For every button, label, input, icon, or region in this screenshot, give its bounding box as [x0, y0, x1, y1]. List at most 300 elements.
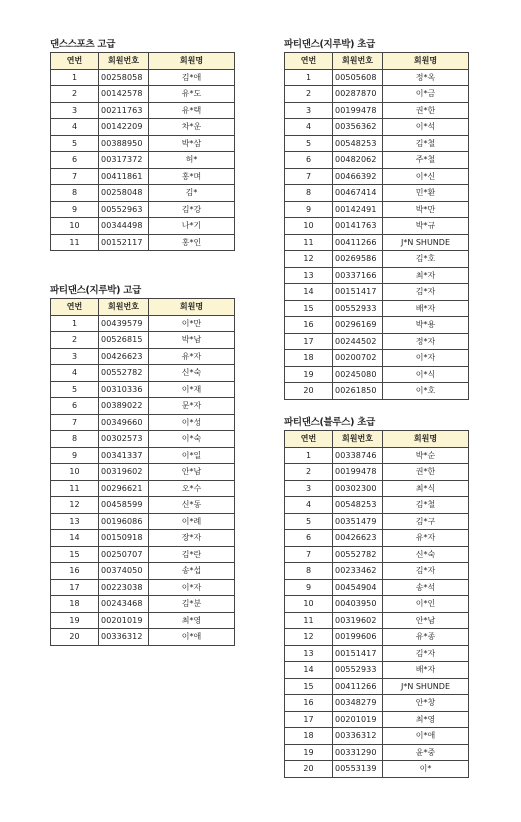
- cell-member-name: 윤*중: [383, 744, 469, 761]
- cell-member-name: 이*례: [149, 513, 235, 530]
- table-row: [51, 348, 235, 365]
- table-row: [285, 201, 469, 218]
- cell-member-name: 박*규: [383, 218, 469, 235]
- cell-member-name: 최*식: [383, 480, 469, 497]
- cell-serial-number: 1: [51, 69, 99, 86]
- cell-member-name: 박*용: [383, 317, 469, 334]
- cell-member-number: 00553139: [333, 761, 383, 778]
- cell-serial-number: 7: [51, 414, 99, 431]
- table-row: [285, 728, 469, 745]
- cell-member-name: 김*철: [383, 497, 469, 514]
- cell-member-number: 00548253: [333, 497, 383, 514]
- cell-serial-number: 11: [51, 480, 99, 497]
- header-member-name: 회원명: [149, 299, 235, 316]
- cell-member-number: 00258058: [99, 69, 149, 86]
- cell-member-number: 00261850: [333, 383, 383, 400]
- cell-member-number: 00245080: [333, 366, 383, 383]
- header-member-number: 회원번호: [333, 431, 383, 448]
- cell-member-name: 안*남: [383, 612, 469, 629]
- cell-member-name: 김*자: [383, 563, 469, 580]
- table-row: [285, 530, 469, 547]
- cell-member-name: 장*자: [149, 530, 235, 547]
- cell-member-number: 00199478: [333, 464, 383, 481]
- cell-member-number: 00287870: [333, 86, 383, 103]
- cell-member-number: 00552782: [99, 365, 149, 382]
- cell-member-name: J*N SHUNDE: [383, 678, 469, 695]
- table-row: [51, 414, 235, 431]
- cell-member-number: 00344498: [99, 218, 149, 235]
- cell-member-name: 권*한: [383, 102, 469, 119]
- cell-member-number: 00141763: [333, 218, 383, 235]
- cell-member-number: 00552933: [333, 662, 383, 679]
- cell-member-name: 김*란: [149, 546, 235, 563]
- header-serial-number: 연번: [285, 431, 333, 448]
- cell-member-name: 홍*며: [149, 168, 235, 185]
- header-member-number: 회원번호: [99, 53, 149, 70]
- cell-member-number: 00411266: [333, 678, 383, 695]
- header-member-number: 회원번호: [333, 53, 383, 70]
- header-serial-number: 연번: [51, 53, 99, 70]
- cell-member-name: 이*: [383, 761, 469, 778]
- cell-member-number: 00337166: [333, 267, 383, 284]
- table-row: [285, 135, 469, 152]
- cell-member-name: 유*택: [149, 102, 235, 119]
- cell-member-number: 00356362: [333, 119, 383, 136]
- cell-serial-number: 3: [51, 348, 99, 365]
- table-row: [285, 383, 469, 400]
- cell-serial-number: 5: [285, 513, 333, 530]
- header-member-number: 회원번호: [99, 299, 149, 316]
- cell-member-number: 00552782: [333, 546, 383, 563]
- table-row: [51, 480, 235, 497]
- cell-serial-number: 17: [285, 333, 333, 350]
- cell-member-name: 이*숙: [149, 431, 235, 448]
- cell-serial-number: 14: [51, 530, 99, 547]
- cell-serial-number: 1: [285, 69, 333, 86]
- section-title: 파티댄스(블루스) 초급: [284, 417, 375, 428]
- cell-member-number: 00310336: [99, 381, 149, 398]
- cell-member-number: 00526815: [99, 332, 149, 349]
- header-member-name: 회원명: [149, 53, 235, 70]
- table-row: [51, 69, 235, 86]
- table-row: [285, 645, 469, 662]
- cell-member-number: 00426623: [99, 348, 149, 365]
- table-row: [285, 662, 469, 679]
- table-row: [285, 333, 469, 350]
- cell-member-number: 00150918: [99, 530, 149, 547]
- cell-member-name: 이*석: [383, 119, 469, 136]
- cell-serial-number: 13: [285, 645, 333, 662]
- table-header-row: [51, 299, 235, 316]
- cell-serial-number: 6: [285, 152, 333, 169]
- table-section-party-blues-beginner: [284, 416, 469, 778]
- cell-member-number: 00439579: [99, 315, 149, 332]
- cell-member-name: 권*한: [383, 464, 469, 481]
- cell-member-name: 최*자: [383, 267, 469, 284]
- cell-member-number: 00317372: [99, 152, 149, 169]
- cell-serial-number: 11: [51, 234, 99, 251]
- cell-serial-number: 9: [51, 201, 99, 218]
- cell-member-name: 최*영: [383, 711, 469, 728]
- cell-member-name: 오*수: [149, 480, 235, 497]
- cell-member-number: 00196086: [99, 513, 149, 530]
- table-section-dancesport-advanced: [50, 38, 235, 251]
- cell-serial-number: 6: [51, 398, 99, 415]
- table-row: [285, 596, 469, 613]
- cell-member-number: 00411861: [99, 168, 149, 185]
- table-row: [285, 350, 469, 367]
- table-row: [285, 284, 469, 301]
- cell-member-name: 유*자: [149, 348, 235, 365]
- table-row: [285, 695, 469, 712]
- cell-member-number: 00250707: [99, 546, 149, 563]
- table-row: [285, 102, 469, 119]
- member-table: [284, 52, 469, 400]
- cell-serial-number: 4: [51, 119, 99, 136]
- cell-serial-number: 17: [285, 711, 333, 728]
- cell-serial-number: 20: [285, 383, 333, 400]
- cell-member-number: 00258048: [99, 185, 149, 202]
- cell-serial-number: 8: [51, 185, 99, 202]
- cell-member-number: 00403950: [333, 596, 383, 613]
- cell-member-name: 유*도: [149, 86, 235, 103]
- cell-member-name: 이*금: [383, 86, 469, 103]
- cell-member-name: 박*삼: [149, 135, 235, 152]
- table-row: [51, 201, 235, 218]
- table-row: [51, 596, 235, 613]
- cell-member-number: 00349660: [99, 414, 149, 431]
- cell-member-number: 00467414: [333, 185, 383, 202]
- cell-member-number: 00296621: [99, 480, 149, 497]
- table-row: [285, 168, 469, 185]
- table-row: [51, 579, 235, 596]
- member-table: [50, 52, 235, 251]
- cell-member-name: 정*자: [383, 333, 469, 350]
- table-row: [285, 152, 469, 169]
- table-row: [285, 366, 469, 383]
- table-header-row: [51, 53, 235, 70]
- cell-member-number: 00338746: [333, 447, 383, 464]
- cell-member-number: 00199606: [333, 629, 383, 646]
- cell-member-number: 00302573: [99, 431, 149, 448]
- cell-member-name: 김*: [149, 185, 235, 202]
- table-row: [51, 612, 235, 629]
- cell-member-number: 00152117: [99, 234, 149, 251]
- cell-member-name: 신*숙: [149, 365, 235, 382]
- cell-member-number: 00426623: [333, 530, 383, 547]
- table-row: [285, 612, 469, 629]
- cell-serial-number: 12: [285, 629, 333, 646]
- cell-serial-number: 6: [51, 152, 99, 169]
- cell-serial-number: 2: [285, 86, 333, 103]
- table-row: [51, 218, 235, 235]
- header-member-name: 회원명: [383, 431, 469, 448]
- table-row: [285, 761, 469, 778]
- cell-serial-number: 7: [51, 168, 99, 185]
- table-row: [285, 234, 469, 251]
- table-row: [285, 711, 469, 728]
- table-row: [285, 629, 469, 646]
- section-title: 파티댄스(지루박) 고급: [50, 285, 141, 296]
- cell-member-name: 이*일: [149, 447, 235, 464]
- cell-serial-number: 11: [285, 234, 333, 251]
- cell-member-name: 유*종: [383, 629, 469, 646]
- cell-serial-number: 20: [51, 629, 99, 646]
- cell-serial-number: 8: [51, 431, 99, 448]
- cell-member-number: 00243468: [99, 596, 149, 613]
- cell-serial-number: 10: [51, 464, 99, 481]
- cell-member-number: 00348279: [333, 695, 383, 712]
- cell-serial-number: 3: [51, 102, 99, 119]
- cell-serial-number: 16: [285, 317, 333, 334]
- cell-member-number: 00302300: [333, 480, 383, 497]
- cell-serial-number: 19: [51, 612, 99, 629]
- cell-member-number: 00411266: [333, 234, 383, 251]
- cell-member-number: 00482062: [333, 152, 383, 169]
- table-row: [51, 119, 235, 136]
- cell-member-number: 00552933: [333, 300, 383, 317]
- cell-member-number: 00233462: [333, 563, 383, 580]
- cell-serial-number: 16: [51, 563, 99, 580]
- table-row: [51, 563, 235, 580]
- cell-serial-number: 18: [285, 728, 333, 745]
- cell-member-number: 00200702: [333, 350, 383, 367]
- cell-serial-number: 8: [285, 185, 333, 202]
- table-row: [51, 135, 235, 152]
- cell-member-number: 00552963: [99, 201, 149, 218]
- cell-member-number: 00211763: [99, 102, 149, 119]
- table-row: [285, 447, 469, 464]
- cell-member-number: 00388950: [99, 135, 149, 152]
- cell-member-name: 안*창: [383, 695, 469, 712]
- cell-member-number: 00201019: [333, 711, 383, 728]
- table-row: [51, 102, 235, 119]
- table-row: [51, 234, 235, 251]
- table-header-row: [285, 431, 469, 448]
- cell-member-name: J*N SHUNDE: [383, 234, 469, 251]
- cell-member-name: 배*자: [383, 662, 469, 679]
- cell-serial-number: 1: [51, 315, 99, 332]
- table-row: [285, 546, 469, 563]
- cell-member-name: 유*자: [383, 530, 469, 547]
- cell-member-number: 00319602: [333, 612, 383, 629]
- cell-serial-number: 9: [51, 447, 99, 464]
- cell-member-name: 송*섭: [149, 563, 235, 580]
- table-row: [285, 69, 469, 86]
- cell-member-name: 김*강: [149, 201, 235, 218]
- cell-member-number: 00351479: [333, 513, 383, 530]
- cell-member-number: 00548253: [333, 135, 383, 152]
- cell-member-name: 차*운: [149, 119, 235, 136]
- table-row: [285, 513, 469, 530]
- cell-member-number: 00199478: [333, 102, 383, 119]
- cell-member-number: 00336312: [333, 728, 383, 745]
- cell-serial-number: 15: [285, 300, 333, 317]
- cell-serial-number: 16: [285, 695, 333, 712]
- table-row: [51, 398, 235, 415]
- cell-member-name: 안*남: [149, 464, 235, 481]
- table-row: [51, 629, 235, 646]
- cell-serial-number: 6: [285, 530, 333, 547]
- cell-member-number: 00201019: [99, 612, 149, 629]
- cell-serial-number: 5: [285, 135, 333, 152]
- cell-serial-number: 15: [285, 678, 333, 695]
- table-row: [51, 497, 235, 514]
- cell-serial-number: 2: [285, 464, 333, 481]
- table-row: [285, 464, 469, 481]
- table-section-party-jirubak-beginner: [284, 38, 469, 400]
- cell-member-number: 00223038: [99, 579, 149, 596]
- table-row: [51, 381, 235, 398]
- cell-member-name: 송*석: [383, 579, 469, 596]
- table-section-party-jirubak-advanced: [50, 284, 235, 646]
- cell-serial-number: 7: [285, 546, 333, 563]
- cell-serial-number: 9: [285, 201, 333, 218]
- cell-serial-number: 10: [51, 218, 99, 235]
- cell-member-name: 이*자: [149, 579, 235, 596]
- cell-member-name: 신*동: [149, 497, 235, 514]
- cell-serial-number: 14: [285, 662, 333, 679]
- cell-serial-number: 11: [285, 612, 333, 629]
- cell-member-name: 홍*인: [149, 234, 235, 251]
- cell-serial-number: 2: [51, 86, 99, 103]
- cell-member-name: 이*애: [149, 629, 235, 646]
- cell-member-name: 최*영: [149, 612, 235, 629]
- cell-member-number: 00319602: [99, 464, 149, 481]
- cell-member-name: 김*자: [383, 645, 469, 662]
- table-row: [51, 431, 235, 448]
- cell-member-number: 00296169: [333, 317, 383, 334]
- cell-serial-number: 12: [51, 497, 99, 514]
- cell-serial-number: 9: [285, 579, 333, 596]
- cell-serial-number: 18: [51, 596, 99, 613]
- cell-serial-number: 4: [285, 497, 333, 514]
- cell-member-number: 00454904: [333, 579, 383, 596]
- table-row: [285, 267, 469, 284]
- cell-member-name: 신*숙: [383, 546, 469, 563]
- cell-member-number: 00458599: [99, 497, 149, 514]
- cell-serial-number: 10: [285, 596, 333, 613]
- cell-member-number: 00336312: [99, 629, 149, 646]
- cell-member-name: 배*자: [383, 300, 469, 317]
- table-row: [51, 185, 235, 202]
- cell-member-number: 00389022: [99, 398, 149, 415]
- table-row: [285, 579, 469, 596]
- cell-member-name: 김*호: [383, 251, 469, 268]
- cell-serial-number: 5: [51, 381, 99, 398]
- header-member-name: 회원명: [383, 53, 469, 70]
- cell-member-name: 김*자: [383, 284, 469, 301]
- cell-serial-number: 2: [51, 332, 99, 349]
- cell-member-name: 이*만: [149, 315, 235, 332]
- cell-member-number: 00466392: [333, 168, 383, 185]
- cell-serial-number: 4: [51, 365, 99, 382]
- table-row: [285, 300, 469, 317]
- cell-member-name: 김*철: [383, 135, 469, 152]
- cell-member-number: 00374050: [99, 563, 149, 580]
- cell-member-number: 00269586: [333, 251, 383, 268]
- cell-member-number: 00142209: [99, 119, 149, 136]
- cell-serial-number: 19: [285, 366, 333, 383]
- cell-serial-number: 13: [51, 513, 99, 530]
- table-row: [285, 317, 469, 334]
- cell-member-name: 정*옥: [383, 69, 469, 86]
- cell-member-number: 00142491: [333, 201, 383, 218]
- table-row: [51, 315, 235, 332]
- cell-member-name: 이*식: [383, 366, 469, 383]
- cell-member-name: 허*: [149, 152, 235, 169]
- cell-member-number: 00505608: [333, 69, 383, 86]
- cell-member-name: 이*성: [149, 414, 235, 431]
- cell-member-name: 이*신: [383, 168, 469, 185]
- cell-member-name: 민*환: [383, 185, 469, 202]
- cell-member-number: 00151417: [333, 284, 383, 301]
- header-serial-number: 연번: [285, 53, 333, 70]
- cell-member-name: 김*분: [149, 596, 235, 613]
- cell-member-name: 이*인: [383, 596, 469, 613]
- table-row: [51, 546, 235, 563]
- cell-member-number: 00244502: [333, 333, 383, 350]
- table-row: [285, 497, 469, 514]
- table-row: [51, 86, 235, 103]
- member-table: [284, 430, 469, 778]
- table-row: [285, 744, 469, 761]
- cell-serial-number: 3: [285, 102, 333, 119]
- cell-member-name: 이*재: [149, 381, 235, 398]
- header-serial-number: 연번: [51, 299, 99, 316]
- cell-serial-number: 10: [285, 218, 333, 235]
- cell-member-name: 박*만: [383, 201, 469, 218]
- table-row: [51, 168, 235, 185]
- table-row: [285, 218, 469, 235]
- table-row: [51, 447, 235, 464]
- cell-serial-number: 18: [285, 350, 333, 367]
- cell-member-name: 박*남: [149, 332, 235, 349]
- cell-member-number: 00142578: [99, 86, 149, 103]
- cell-member-name: 김*구: [383, 513, 469, 530]
- cell-serial-number: 3: [285, 480, 333, 497]
- cell-member-name: 김*애: [149, 69, 235, 86]
- cell-member-name: 나*기: [149, 218, 235, 235]
- section-title: 파티댄스(지루박) 초급: [284, 39, 375, 50]
- cell-serial-number: 15: [51, 546, 99, 563]
- cell-serial-number: 12: [285, 251, 333, 268]
- cell-member-name: 문*자: [149, 398, 235, 415]
- table-row: [51, 152, 235, 169]
- cell-serial-number: 7: [285, 168, 333, 185]
- table-row: [285, 185, 469, 202]
- cell-member-name: 이*자: [383, 350, 469, 367]
- cell-member-name: 이*애: [383, 728, 469, 745]
- cell-member-number: 00341337: [99, 447, 149, 464]
- cell-serial-number: 14: [285, 284, 333, 301]
- cell-member-number: 00151417: [333, 645, 383, 662]
- table-row: [285, 480, 469, 497]
- cell-serial-number: 13: [285, 267, 333, 284]
- table-row: [285, 251, 469, 268]
- cell-serial-number: 8: [285, 563, 333, 580]
- cell-member-name: 박*순: [383, 447, 469, 464]
- cell-serial-number: 19: [285, 744, 333, 761]
- cell-serial-number: 1: [285, 447, 333, 464]
- cell-serial-number: 4: [285, 119, 333, 136]
- table-row: [51, 332, 235, 349]
- table-row: [51, 464, 235, 481]
- cell-member-number: 00331290: [333, 744, 383, 761]
- cell-member-name: 이*호: [383, 383, 469, 400]
- cell-member-name: 주*철: [383, 152, 469, 169]
- table-row: [51, 530, 235, 547]
